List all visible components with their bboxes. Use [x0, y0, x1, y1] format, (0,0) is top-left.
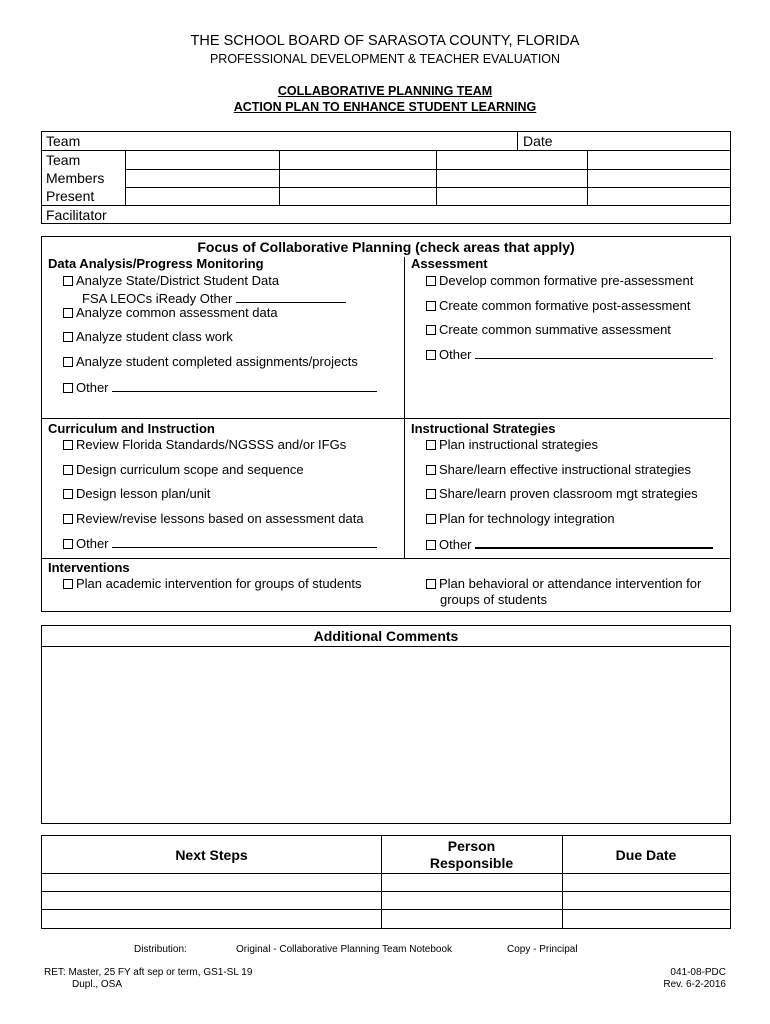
members-label-3: Present — [46, 188, 95, 204]
comments-title: Additional Comments — [313, 628, 459, 644]
checkbox[interactable] — [426, 301, 436, 311]
revision-date: Rev. 6-2-2016 — [663, 979, 726, 990]
checkbox[interactable] — [426, 440, 436, 450]
comments-section — [41, 625, 731, 824]
form-title-1: COLLABORATIVE PLANNING TEAM — [277, 84, 493, 98]
district-name: THE SCHOOL BOARD OF SARASOTA COUNTY, FLORIDA — [190, 33, 580, 49]
team-info-table — [41, 131, 731, 224]
checkbox[interactable] — [426, 489, 436, 499]
strategies-other[interactable]: Other — [426, 535, 713, 553]
checkbox[interactable] — [63, 440, 73, 450]
team-name-field[interactable] — [92, 133, 512, 149]
checkbox[interactable] — [426, 514, 436, 524]
comments-textarea[interactable] — [44, 648, 728, 821]
curriculum-item-1[interactable]: Review Florida Standards/NGSSS and/or IFGs — [63, 437, 346, 453]
checkbox[interactable] — [63, 579, 73, 589]
next-step-field-1[interactable] — [44, 875, 379, 890]
department-name: PROFESSIONAL DEVELOPMENT & TEACHER EVALUATION — [209, 52, 561, 66]
assessment-item-2[interactable]: Create common formative post-assessment — [426, 298, 690, 314]
members-label-2: Members — [46, 170, 105, 186]
form-number: 041-08-PDC — [670, 967, 726, 978]
strategies-item-1[interactable]: Plan instructional strategies — [426, 437, 598, 453]
curriculum-item-4[interactable]: Review/revise lessons based on assessment data — [63, 511, 364, 527]
checkbox[interactable] — [426, 579, 436, 589]
checkbox[interactable] — [63, 308, 73, 318]
interventions-item-2-cont: groups of students — [440, 592, 547, 607]
checkbox[interactable] — [63, 383, 73, 393]
curriculum-heading: Curriculum and Instruction — [48, 421, 215, 436]
date-field[interactable] — [562, 133, 727, 149]
checkbox[interactable] — [426, 540, 436, 550]
checkbox[interactable] — [63, 465, 73, 475]
data-source-options: FSA LEOCs iReady Other — [82, 290, 346, 307]
assessment-other[interactable]: Other — [426, 346, 713, 363]
distribution-label: Distribution: — [134, 944, 187, 955]
focus-title: Focus of Collaborative Planning (check areas that apply) — [197, 239, 575, 255]
next-step-field-3[interactable] — [44, 911, 379, 926]
interventions-item-1[interactable]: Plan academic intervention for groups of students — [63, 576, 361, 592]
next-steps-header: Next Steps — [175, 847, 248, 863]
checkbox[interactable] — [63, 539, 73, 549]
retention-line-2: Dupl., OSA — [72, 979, 123, 990]
facilitator-field[interactable] — [132, 207, 727, 223]
data-analysis-item-2[interactable]: Analyze common assessment data — [63, 305, 278, 321]
checkbox[interactable] — [426, 276, 436, 286]
focus-section — [41, 236, 731, 612]
strategies-heading: Instructional Strategies — [411, 421, 556, 436]
retention-line-1: RET: Master, 25 FY aft sep or term, GS1-SL 19 — [44, 967, 253, 978]
team-label: Team — [46, 133, 81, 149]
assessment-heading: Assessment — [411, 256, 488, 271]
checkbox[interactable] — [63, 514, 73, 524]
checkbox[interactable] — [63, 489, 73, 499]
data-analysis-item-3[interactable]: Analyze student class work — [63, 329, 233, 345]
checkbox[interactable] — [426, 465, 436, 475]
strategies-item-4[interactable]: Plan for technology integration — [426, 511, 615, 527]
distribution-copy: Copy - Principal — [507, 944, 578, 955]
curriculum-item-2[interactable]: Design curriculum scope and sequence — [63, 462, 304, 478]
assessment-item-1[interactable]: Develop common formative pre-assessment — [426, 273, 693, 289]
data-analysis-heading: Data Analysis/Progress Monitoring — [48, 256, 264, 271]
checkbox[interactable] — [426, 350, 436, 360]
data-analysis-other[interactable]: Other — [63, 379, 377, 396]
assessment-item-3[interactable]: Create common summative assessment — [426, 322, 671, 338]
due-date-header: Due Date — [615, 847, 677, 863]
data-analysis-item-4[interactable]: Analyze student completed assignments/projects — [63, 354, 358, 370]
members-label-1: Team — [46, 152, 81, 168]
facilitator-label: Facilitator — [46, 207, 107, 223]
strategies-item-2[interactable]: Share/learn effective instructional strategies — [426, 462, 691, 478]
distribution-original: Original - Collaborative Planning Team Notebook — [236, 944, 453, 955]
form-title-2: ACTION PLAN TO ENHANCE STUDENT LEARNING — [233, 100, 537, 114]
next-step-field-2[interactable] — [44, 893, 379, 908]
next-steps-table — [41, 835, 731, 929]
interventions-heading: Interventions — [48, 560, 130, 575]
curriculum-item-3[interactable]: Design lesson plan/unit — [63, 486, 210, 502]
date-label: Date — [523, 133, 553, 149]
strategies-item-3[interactable]: Share/learn proven classroom mgt strategies — [426, 486, 698, 502]
checkbox[interactable] — [63, 276, 73, 286]
checkbox[interactable] — [426, 325, 436, 335]
checkbox[interactable] — [63, 332, 73, 342]
interventions-item-2[interactable]: Plan behavioral or attendance intervention for — [426, 576, 701, 592]
person-responsible-header: Person Responsible — [429, 838, 514, 871]
data-analysis-item-1[interactable]: Analyze State/District Student Data — [63, 273, 279, 289]
curriculum-other[interactable]: Other — [63, 535, 377, 552]
checkbox[interactable] — [63, 357, 73, 367]
